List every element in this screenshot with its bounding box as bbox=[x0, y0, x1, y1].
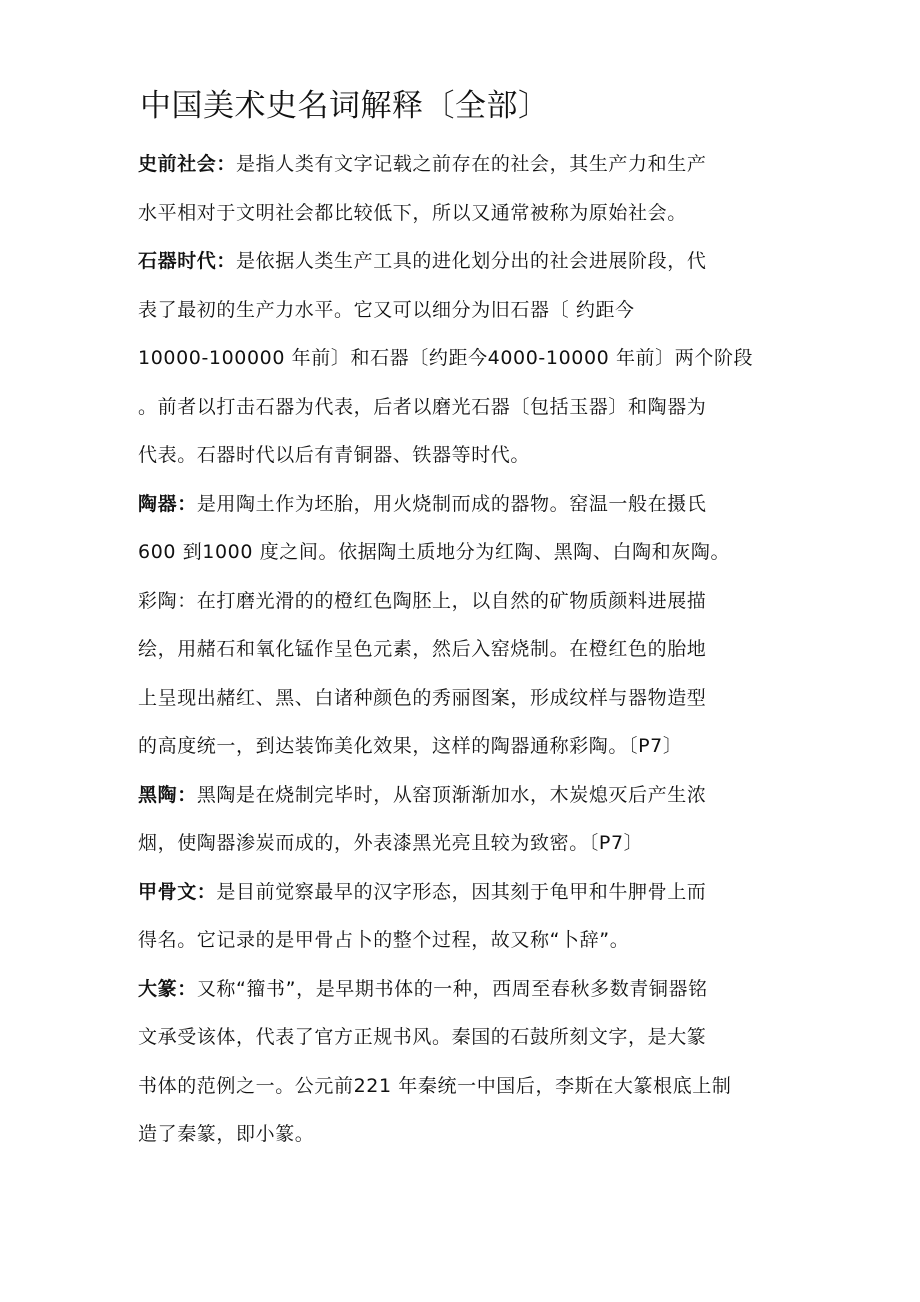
text-line bbox=[138, 868, 798, 917]
line-text: 是目前觉察最早的汉字形态，因其刻于龟甲和牛胛骨上而 bbox=[216, 880, 707, 903]
line-text: 文承受该体，代表了官方正规书风。秦国的石鼓所刻文字，是大篆 bbox=[138, 1026, 707, 1048]
text-line bbox=[138, 1110, 798, 1159]
term-label: 史前社会： bbox=[138, 153, 237, 175]
line-text: 10000-100000 年前〕和石器〔约距今4000-10000 年前〕两个阶段 bbox=[138, 347, 754, 369]
document-body bbox=[138, 140, 798, 1159]
term-label: 石器时代： bbox=[138, 250, 237, 272]
page-title: 中国美术史名词解释〔全部〕 bbox=[140, 88, 550, 124]
text-line bbox=[138, 480, 798, 529]
text-line bbox=[138, 1062, 798, 1111]
line-text: 的高度统一，到达装饰美化效果，这样的陶器通称彩陶。〔P7〕 bbox=[138, 735, 683, 757]
term-label: 黑陶： bbox=[138, 783, 197, 806]
line-text: 是依据人类生产工具的进化划分出的社会进展阶段，代 bbox=[236, 250, 707, 272]
line-text: 水平相对于文明社会都比较低下，所以又通常被称为原始社会。 bbox=[138, 201, 687, 224]
text-line bbox=[138, 674, 798, 723]
line-text: 代表。石器时代以后有青铜器、铁器等时代。 bbox=[138, 444, 531, 466]
line-text: 表了最初的生产力水平。它又可以细分为旧石器〔 约距今 bbox=[138, 298, 635, 321]
text-line bbox=[138, 431, 798, 480]
text-line bbox=[138, 528, 798, 577]
text-line bbox=[138, 140, 798, 189]
text-line bbox=[138, 916, 798, 965]
line-text: 黑陶是在烧制完毕时，从窑顶渐渐加水，木炭熄灭后产生浓 bbox=[196, 783, 707, 806]
line-text: 600 到1000 度之间。依据陶土质地分为红陶、黑陶、白陶和灰陶。 bbox=[138, 541, 731, 563]
text-line bbox=[138, 577, 798, 626]
line-text: 又称“籀书”，是早期书体的一种，西周至春秋多数青铜器铭 bbox=[196, 977, 708, 1000]
term-label: 大篆： bbox=[138, 977, 197, 1000]
text-line bbox=[138, 334, 798, 383]
text-line bbox=[138, 771, 798, 820]
text-line bbox=[138, 286, 798, 335]
text-line bbox=[138, 189, 798, 238]
line-text: 上呈现出赭红、黑、白诸种颜色的秀丽图案，形成纹样与器物造型 bbox=[138, 686, 707, 709]
text-line bbox=[138, 1013, 798, 1062]
text-line bbox=[138, 722, 798, 771]
line-text: 彩陶：在打磨光滑的的橙红色陶胚上，以自然的矿物质颜料进展描 bbox=[138, 589, 707, 612]
text-line bbox=[138, 625, 798, 674]
line-text: 书体的范例之一。公元前221 年秦统一中国后，李斯在大篆根底上制 bbox=[138, 1074, 732, 1097]
line-text: 是指人类有文字记载之前存在的社会，其生产力和生产 bbox=[236, 153, 707, 175]
line-text: 是用陶土作为坯胎，用火烧制而成的器物。窑温一般在摄氏 bbox=[196, 492, 707, 515]
text-line bbox=[138, 237, 798, 286]
line-text: 。前者以打击石器为代表，后者以磨光石器〔包括玉器〕和陶器为 bbox=[138, 395, 707, 418]
text-line bbox=[138, 383, 798, 432]
line-text: 造了秦篆，即小篆。 bbox=[138, 1123, 315, 1145]
term-label: 甲骨文： bbox=[138, 880, 217, 903]
text-line bbox=[138, 965, 798, 1014]
line-text: 烟，使陶器渗炭而成的，外表漆黑光亮且较为致密。〔P7〕 bbox=[138, 832, 644, 854]
text-line bbox=[138, 819, 798, 868]
term-label: 陶器： bbox=[138, 492, 197, 515]
line-text: 得名。它记录的是甲骨占卜的整个过程，故又称“卜辞”。 bbox=[138, 929, 630, 951]
line-text: 绘，用赭石和氧化锰作呈色元素，然后入窑烧制。在橙红色的胎地 bbox=[138, 638, 707, 660]
